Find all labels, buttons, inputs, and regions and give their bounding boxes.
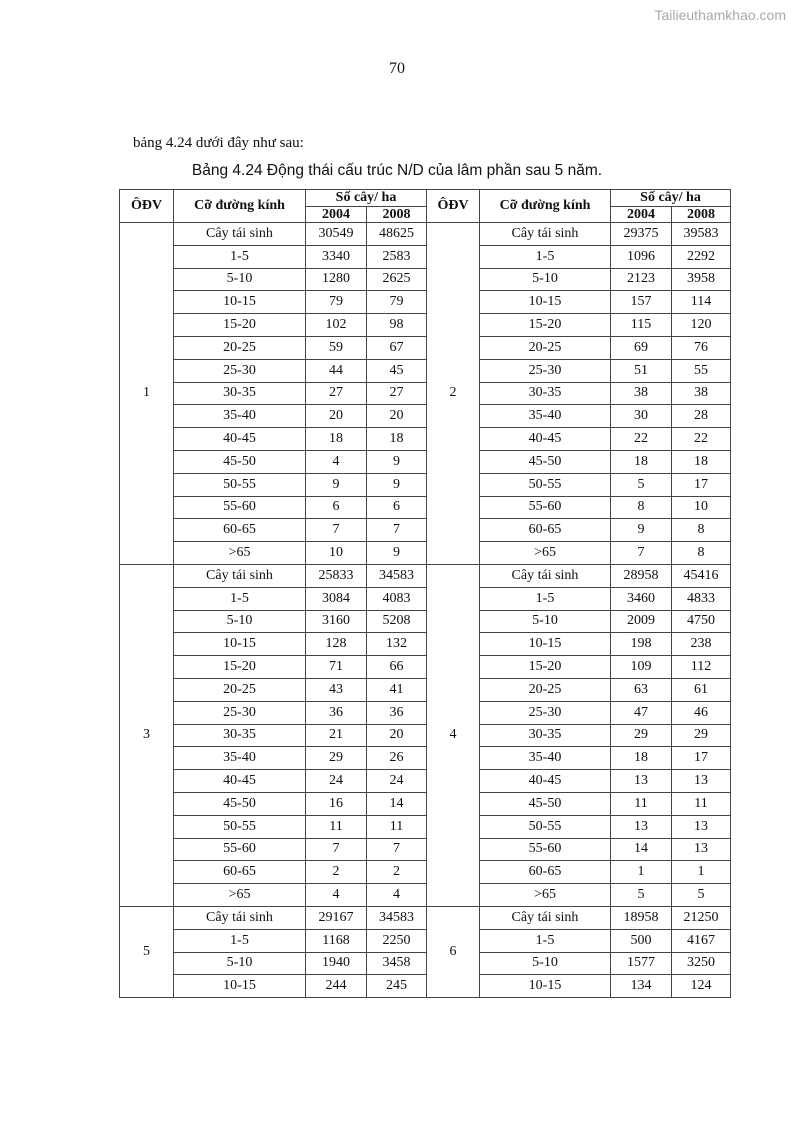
value-2008-cell: 20 (367, 405, 427, 428)
value-2004-cell: 128 (306, 633, 367, 656)
value-2008-cell: 114 (672, 291, 731, 314)
table-row (120, 792, 731, 815)
size-class-cell: 15-20 (174, 656, 306, 679)
page-number: 70 (389, 60, 405, 77)
value-2008-cell: 45 (367, 359, 427, 382)
table-row (120, 633, 731, 656)
size-class-cell: 30-35 (480, 724, 611, 747)
size-class-cell: 15-20 (480, 314, 611, 337)
value-2004-cell: 157 (611, 291, 672, 314)
size-class-cell: 1-5 (174, 929, 306, 952)
size-class-cell: 1-5 (174, 587, 306, 610)
intro-text: bảng 4.24 dưới đây như sau: (133, 135, 304, 151)
value-2004-cell: 59 (306, 336, 367, 359)
value-2004-cell: 16 (306, 792, 367, 815)
value-2004-cell: 134 (611, 975, 672, 998)
value-2008-cell: 18 (672, 450, 731, 473)
value-2004-cell: 5 (611, 884, 672, 907)
value-2008-cell: 7 (367, 519, 427, 542)
size-class-cell: 5-10 (480, 268, 611, 291)
value-2004-cell: 79 (306, 291, 367, 314)
value-2004-cell: 63 (611, 678, 672, 701)
size-class-cell: 35-40 (174, 405, 306, 428)
value-2004-cell: 13 (611, 815, 672, 838)
value-2008-cell: 2583 (367, 245, 427, 268)
size-class-cell: >65 (480, 884, 611, 907)
size-class-cell: 35-40 (480, 747, 611, 770)
table-caption: Bảng 4.24 Động thái cấu trúc N/D của lâm phần sau 5 năm. (191, 162, 603, 179)
size-class-cell: 10-15 (174, 291, 306, 314)
size-class-cell: 1-5 (174, 245, 306, 268)
table-row (120, 314, 731, 337)
value-2008-cell: 22 (672, 428, 731, 451)
size-class-cell: >65 (480, 542, 611, 565)
size-class-cell: 40-45 (174, 428, 306, 451)
value-2008-cell: 41 (367, 678, 427, 701)
value-2004-cell: 11 (611, 792, 672, 815)
value-2008-cell: 245 (367, 975, 427, 998)
header-odv: ÔĐV (427, 190, 480, 223)
header-trees-per-ha: Số cây/ ha (611, 190, 731, 207)
value-2008-cell: 61 (672, 678, 731, 701)
odv-cell: 3 (120, 564, 174, 906)
size-class-cell: 20-25 (480, 336, 611, 359)
value-2008-cell: 24 (367, 770, 427, 793)
value-2008-cell: 8 (672, 542, 731, 565)
value-2004-cell: 44 (306, 359, 367, 382)
value-2008-cell: 76 (672, 336, 731, 359)
size-class-cell: 1-5 (480, 587, 611, 610)
size-class-cell: 5-10 (174, 268, 306, 291)
value-2004-cell: 13 (611, 770, 672, 793)
odv-cell: 5 (120, 906, 174, 997)
value-2008-cell: 11 (367, 815, 427, 838)
size-class-cell: Cây tái sinh (174, 223, 306, 246)
value-2004-cell: 4 (306, 884, 367, 907)
value-2004-cell: 38 (611, 382, 672, 405)
value-2008-cell: 17 (672, 747, 731, 770)
table-row (120, 223, 731, 246)
value-2008-cell: 4750 (672, 610, 731, 633)
value-2008-cell: 4083 (367, 587, 427, 610)
value-2008-cell: 4 (367, 884, 427, 907)
table-row (120, 861, 731, 884)
size-class-cell: 45-50 (480, 450, 611, 473)
value-2008-cell: 26 (367, 747, 427, 770)
table-row (120, 268, 731, 291)
size-class-cell: 1-5 (480, 245, 611, 268)
odv-cell: 6 (427, 906, 480, 997)
size-class-cell: Cây tái sinh (480, 223, 611, 246)
value-2008-cell: 2 (367, 861, 427, 884)
value-2008-cell: 46 (672, 701, 731, 724)
value-2004-cell: 3460 (611, 587, 672, 610)
table-row (120, 815, 731, 838)
size-class-cell: 60-65 (174, 519, 306, 542)
value-2008-cell: 38 (672, 382, 731, 405)
table-row (120, 929, 731, 952)
table-row (120, 724, 731, 747)
value-2004-cell: 29 (611, 724, 672, 747)
value-2008-cell: 9 (367, 542, 427, 565)
header-row (120, 190, 731, 207)
size-class-cell: 50-55 (174, 815, 306, 838)
value-2004-cell: 2009 (611, 610, 672, 633)
value-2004-cell: 7 (306, 838, 367, 861)
value-2008-cell: 8 (672, 519, 731, 542)
size-class-cell: 30-35 (480, 382, 611, 405)
size-class-cell: Cây tái sinh (480, 564, 611, 587)
value-2004-cell: 4 (306, 450, 367, 473)
value-2004-cell: 28958 (611, 564, 672, 587)
size-class-cell: 25-30 (174, 359, 306, 382)
value-2004-cell: 109 (611, 656, 672, 679)
value-2008-cell: 20 (367, 724, 427, 747)
size-class-cell: 15-20 (480, 656, 611, 679)
size-class-cell: 20-25 (480, 678, 611, 701)
value-2008-cell: 18 (367, 428, 427, 451)
size-class-cell: 50-55 (480, 473, 611, 496)
table-row (120, 701, 731, 724)
value-2008-cell: 45416 (672, 564, 731, 587)
value-2004-cell: 3340 (306, 245, 367, 268)
value-2008-cell: 79 (367, 291, 427, 314)
value-2004-cell: 6 (306, 496, 367, 519)
value-2004-cell: 27 (306, 382, 367, 405)
table-row (120, 906, 731, 929)
value-2004-cell: 21 (306, 724, 367, 747)
value-2008-cell: 5 (672, 884, 731, 907)
odv-cell: 1 (120, 223, 174, 565)
value-2008-cell: 39583 (672, 223, 731, 246)
value-2004-cell: 30 (611, 405, 672, 428)
size-class-cell: 15-20 (174, 314, 306, 337)
size-class-cell: 10-15 (480, 975, 611, 998)
value-2004-cell: 2123 (611, 268, 672, 291)
size-class-cell: 5-10 (174, 610, 306, 633)
size-class-cell: 50-55 (480, 815, 611, 838)
value-2004-cell: 71 (306, 656, 367, 679)
size-class-cell: 10-15 (174, 633, 306, 656)
value-2008-cell: 112 (672, 656, 731, 679)
size-class-cell: 60-65 (174, 861, 306, 884)
size-class-cell: 30-35 (174, 382, 306, 405)
value-2004-cell: 43 (306, 678, 367, 701)
value-2008-cell: 28 (672, 405, 731, 428)
value-2004-cell: 102 (306, 314, 367, 337)
watermark: Tailieuthamkhao.com (654, 7, 786, 23)
header-trees-per-ha: Số cây/ ha (306, 190, 427, 207)
table-row (120, 610, 731, 633)
value-2008-cell: 124 (672, 975, 731, 998)
value-2004-cell: 10 (306, 542, 367, 565)
header-odv: ÔĐV (120, 190, 174, 223)
value-2004-cell: 1168 (306, 929, 367, 952)
value-2008-cell: 7 (367, 838, 427, 861)
value-2004-cell: 24 (306, 770, 367, 793)
size-class-cell: 25-30 (480, 359, 611, 382)
value-2004-cell: 1280 (306, 268, 367, 291)
size-class-cell: 10-15 (480, 633, 611, 656)
size-class-cell: >65 (174, 884, 306, 907)
value-2004-cell: 51 (611, 359, 672, 382)
size-class-cell: 45-50 (174, 450, 306, 473)
value-2004-cell: 2 (306, 861, 367, 884)
value-2008-cell: 66 (367, 656, 427, 679)
size-class-cell: 10-15 (480, 291, 611, 314)
size-class-cell: Cây tái sinh (174, 906, 306, 929)
table-row (120, 542, 731, 565)
value-2004-cell: 22 (611, 428, 672, 451)
value-2004-cell: 20 (306, 405, 367, 428)
value-2004-cell: 198 (611, 633, 672, 656)
value-2008-cell: 2250 (367, 929, 427, 952)
value-2008-cell: 3250 (672, 952, 731, 975)
value-2004-cell: 29375 (611, 223, 672, 246)
value-2004-cell: 3084 (306, 587, 367, 610)
size-class-cell: 50-55 (174, 473, 306, 496)
table-row (120, 770, 731, 793)
size-class-cell: 40-45 (480, 770, 611, 793)
size-class-cell: 55-60 (174, 838, 306, 861)
value-2008-cell: 29 (672, 724, 731, 747)
value-2008-cell: 120 (672, 314, 731, 337)
table-row (120, 519, 731, 542)
size-class-cell: 10-15 (174, 975, 306, 998)
table-row (120, 359, 731, 382)
table-row (120, 952, 731, 975)
value-2008-cell: 98 (367, 314, 427, 337)
value-2008-cell: 14 (367, 792, 427, 815)
size-class-cell: 60-65 (480, 861, 611, 884)
size-class-cell: Cây tái sinh (480, 906, 611, 929)
value-2008-cell: 4833 (672, 587, 731, 610)
size-class-cell: 20-25 (174, 678, 306, 701)
size-class-cell: 35-40 (174, 747, 306, 770)
value-2004-cell: 14 (611, 838, 672, 861)
value-2004-cell: 1577 (611, 952, 672, 975)
table-row (120, 564, 731, 587)
value-2008-cell: 27 (367, 382, 427, 405)
value-2008-cell: 34583 (367, 564, 427, 587)
value-2008-cell: 36 (367, 701, 427, 724)
size-class-cell: 35-40 (480, 405, 611, 428)
size-class-cell: >65 (174, 542, 306, 565)
value-2008-cell: 13 (672, 815, 731, 838)
table-row (120, 382, 731, 405)
header-year-2008: 2008 (367, 207, 427, 223)
size-class-cell: 55-60 (480, 496, 611, 519)
size-class-cell: 20-25 (174, 336, 306, 359)
value-2004-cell: 30549 (306, 223, 367, 246)
header-year-2008: 2008 (672, 207, 731, 223)
value-2008-cell: 5208 (367, 610, 427, 633)
value-2004-cell: 18 (611, 747, 672, 770)
size-class-cell: 55-60 (174, 496, 306, 519)
value-2008-cell: 4167 (672, 929, 731, 952)
odv-cell: 2 (427, 223, 480, 565)
value-2004-cell: 3160 (306, 610, 367, 633)
value-2008-cell: 17 (672, 473, 731, 496)
value-2004-cell: 9 (611, 519, 672, 542)
size-class-cell: 40-45 (480, 428, 611, 451)
value-2008-cell: 2292 (672, 245, 731, 268)
value-2008-cell: 55 (672, 359, 731, 382)
value-2008-cell: 13 (672, 838, 731, 861)
odv-cell: 4 (427, 564, 480, 906)
table-row (120, 428, 731, 451)
value-2004-cell: 18 (611, 450, 672, 473)
value-2008-cell: 3958 (672, 268, 731, 291)
table-row (120, 473, 731, 496)
value-2008-cell: 9 (367, 473, 427, 496)
table-row (120, 747, 731, 770)
value-2008-cell: 48625 (367, 223, 427, 246)
header-size-class: Cỡ đường kính (480, 190, 611, 223)
value-2004-cell: 36 (306, 701, 367, 724)
table-row (120, 678, 731, 701)
value-2008-cell: 11 (672, 792, 731, 815)
value-2008-cell: 3458 (367, 952, 427, 975)
header-year-2004: 2004 (306, 207, 367, 223)
table-row (120, 975, 731, 998)
value-2004-cell: 115 (611, 314, 672, 337)
size-class-cell: 60-65 (480, 519, 611, 542)
value-2008-cell: 13 (672, 770, 731, 793)
value-2008-cell: 34583 (367, 906, 427, 929)
nd-structure-table (119, 189, 731, 998)
size-class-cell: 45-50 (480, 792, 611, 815)
value-2004-cell: 500 (611, 929, 672, 952)
value-2008-cell: 6 (367, 496, 427, 519)
value-2008-cell: 67 (367, 336, 427, 359)
value-2008-cell: 132 (367, 633, 427, 656)
value-2008-cell: 238 (672, 633, 731, 656)
table-row (120, 496, 731, 519)
size-class-cell: 40-45 (174, 770, 306, 793)
table-row (120, 405, 731, 428)
value-2004-cell: 244 (306, 975, 367, 998)
value-2008-cell: 21250 (672, 906, 731, 929)
table-row (120, 450, 731, 473)
value-2004-cell: 47 (611, 701, 672, 724)
value-2004-cell: 7 (611, 542, 672, 565)
size-class-cell: 25-30 (174, 701, 306, 724)
size-class-cell: 1-5 (480, 929, 611, 952)
table-row (120, 587, 731, 610)
size-class-cell: 25-30 (480, 701, 611, 724)
table-row (120, 656, 731, 679)
table-body (120, 223, 731, 998)
value-2004-cell: 5 (611, 473, 672, 496)
size-class-cell: 5-10 (480, 610, 611, 633)
value-2004-cell: 1940 (306, 952, 367, 975)
value-2004-cell: 29 (306, 747, 367, 770)
value-2004-cell: 1096 (611, 245, 672, 268)
value-2004-cell: 7 (306, 519, 367, 542)
header-year-2004: 2004 (611, 207, 672, 223)
value-2004-cell: 69 (611, 336, 672, 359)
size-class-cell: 5-10 (480, 952, 611, 975)
table-row (120, 291, 731, 314)
size-class-cell: 5-10 (174, 952, 306, 975)
value-2008-cell: 2625 (367, 268, 427, 291)
table-row (120, 838, 731, 861)
size-class-cell: 45-50 (174, 792, 306, 815)
size-class-cell: 55-60 (480, 838, 611, 861)
value-2008-cell: 1 (672, 861, 731, 884)
value-2004-cell: 8 (611, 496, 672, 519)
table-row (120, 336, 731, 359)
value-2004-cell: 25833 (306, 564, 367, 587)
value-2004-cell: 9 (306, 473, 367, 496)
value-2004-cell: 29167 (306, 906, 367, 929)
table-row (120, 245, 731, 268)
value-2008-cell: 10 (672, 496, 731, 519)
size-class-cell: Cây tái sinh (174, 564, 306, 587)
value-2008-cell: 9 (367, 450, 427, 473)
header-size-class: Cỡ đường kính (174, 190, 306, 223)
table-row (120, 884, 731, 907)
value-2004-cell: 18 (306, 428, 367, 451)
value-2004-cell: 18958 (611, 906, 672, 929)
size-class-cell: 30-35 (174, 724, 306, 747)
value-2004-cell: 11 (306, 815, 367, 838)
value-2004-cell: 1 (611, 861, 672, 884)
